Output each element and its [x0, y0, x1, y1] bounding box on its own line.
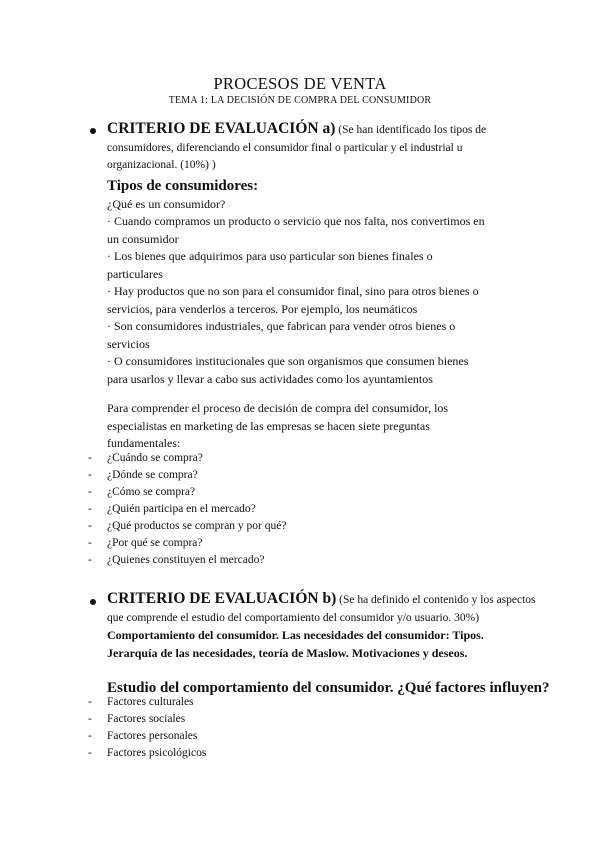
- criterio-a-label: CRITERIO DE EVALUACIÓN a): [107, 120, 336, 137]
- criterio-a-desc: consumidores, diferenciando el consumidor final o particular y el industrial u: [107, 141, 463, 154]
- tipos-line: servicios: [107, 336, 150, 351]
- tipos-line: servicios, para venderlos a terceros. Por ejemplo, los neumáticos: [107, 301, 418, 316]
- tipos-line: · Los bienes que adquirimos para uso particular son bienes finales o: [107, 249, 433, 263]
- tipos-line: ¿Qué es un consumidor?: [107, 196, 226, 211]
- page-title: PROCESOS DE VENTA: [213, 74, 387, 93]
- criterio-b-label: CRITERIO DE EVALUACIÓN b): [107, 590, 337, 607]
- criterio-b-section: [107, 590, 537, 662]
- intro-line: Para comprender el proceso de decisión de compra del consumidor, los: [107, 401, 449, 415]
- tipos-line: · Son consumidores industriales, que fabrican para vender otros bienes o: [107, 319, 456, 333]
- intro-line: especialistas en marketing de las empresas se hacen siete preguntas: [107, 418, 430, 433]
- bullet-dot-icon: [90, 128, 96, 134]
- document-page: PROCESOS DE VENTA TEMA 1: LA DECISIÓN DE COMPRA DEL CONSUMIDOR CRITERIO DE EVALUACIÓN a) (Se han identificado los tipos de consumidores, diferenciando el consumidor final o particular y el industrial u organizacional. (10%) ) Tipos de consumidores: ¿Qué es un consumidor? · Cuando compramos un producto o servicio que nos falta, nos convertimos en un consumidor · Los bienes que adquirimos para uso particular son bienes finales o particulares · Hay productos que no son para el consumidor final, sino para otros bienes o servicios, para venderlos a terceros. Por ejemplo, los neumáticos · Son consumidores industriales, que fabrican para vender otros bienes o servicios · O consumidores institucionales que son organismos que consumen bienes para usarlos y llevar a cabo sus actividades como los ayuntamientos Para comprender el proceso de decisión de compra del consumidor, los especialistas en marketing de las empresas se hacen siete preguntas fundamentales: - ¿Cuándo se compra? - ¿Dónde se compra? - ¿Cómo se compra? - ¿Quién participa en el mercado? - ¿Qué productos se compran y por qué? - ¿Por qué se compra? - ¿Quienes constituyen el mercado? CRITERIO DE EVALUACIÓN b) (Se ha definido el contenido y los aspectos que comprende el estudio del comportamiento del consumidor y/o usuario. 30%) Comportamiento del consumidor. Las necesidades del consumidor: Tipos. Jerarquía de las necesidades, teoría de Maslow. Motivaciones y deseos. Estudio del comportamiento del consumidor. ¿Qué factores influyen? - Factores culturales - Factores sociales - Factores personales - Factores psicológicos: [0, 0, 600, 848]
- page-subtitle: TEMA 1: LA DECISIÓN DE COMPRA DEL CONSUMIDOR: [168, 95, 432, 106]
- tipos-line: · Hay productos que no son para el consumidor final, sino para otros bienes o: [107, 284, 479, 298]
- intro-paragraph: [107, 400, 537, 453]
- criterio-b-desc: que comprende el estudio del comportamiento del consumidor y/o usuario. 30%): [107, 611, 480, 624]
- criterio-a-desc: (Se han identificado los tipos de: [335, 124, 487, 136]
- criterio-b-bold-line: Comportamiento del consumidor. Las necesidades del consumidor: Tipos.: [107, 628, 484, 642]
- tipos-line: particulares: [107, 266, 163, 281]
- tipos-line: un consumidor: [107, 231, 179, 246]
- estudio-heading: Estudio del comportamiento del consumidor. ¿Qué factores influyen?: [107, 680, 550, 696]
- intro-line: fundamentales:: [107, 436, 181, 450]
- tipos-line: para usarlos y llevar a cabo sus actividades como los ayuntamientos: [107, 371, 433, 386]
- criterio-b-desc: (Se ha definido el contenido y los aspectos: [336, 594, 536, 606]
- criterio-a-desc: organizacional. (10%) ): [107, 159, 216, 171]
- tipos-line: · O consumidores institucionales que son organismos que consumen bienes: [107, 354, 469, 368]
- tipos-line: · Cuando compramos un producto o servicio que nos falta, nos convertimos en: [107, 214, 485, 228]
- tipos-heading: Tipos de consumidores:: [107, 177, 259, 194]
- criterio-a-section: [107, 120, 537, 388]
- criterio-b-bold-line: Jerarquía de las necesidades, teoría de Maslow. Motivaciones y deseos.: [107, 645, 468, 660]
- bullet-dot-icon: [90, 599, 96, 605]
